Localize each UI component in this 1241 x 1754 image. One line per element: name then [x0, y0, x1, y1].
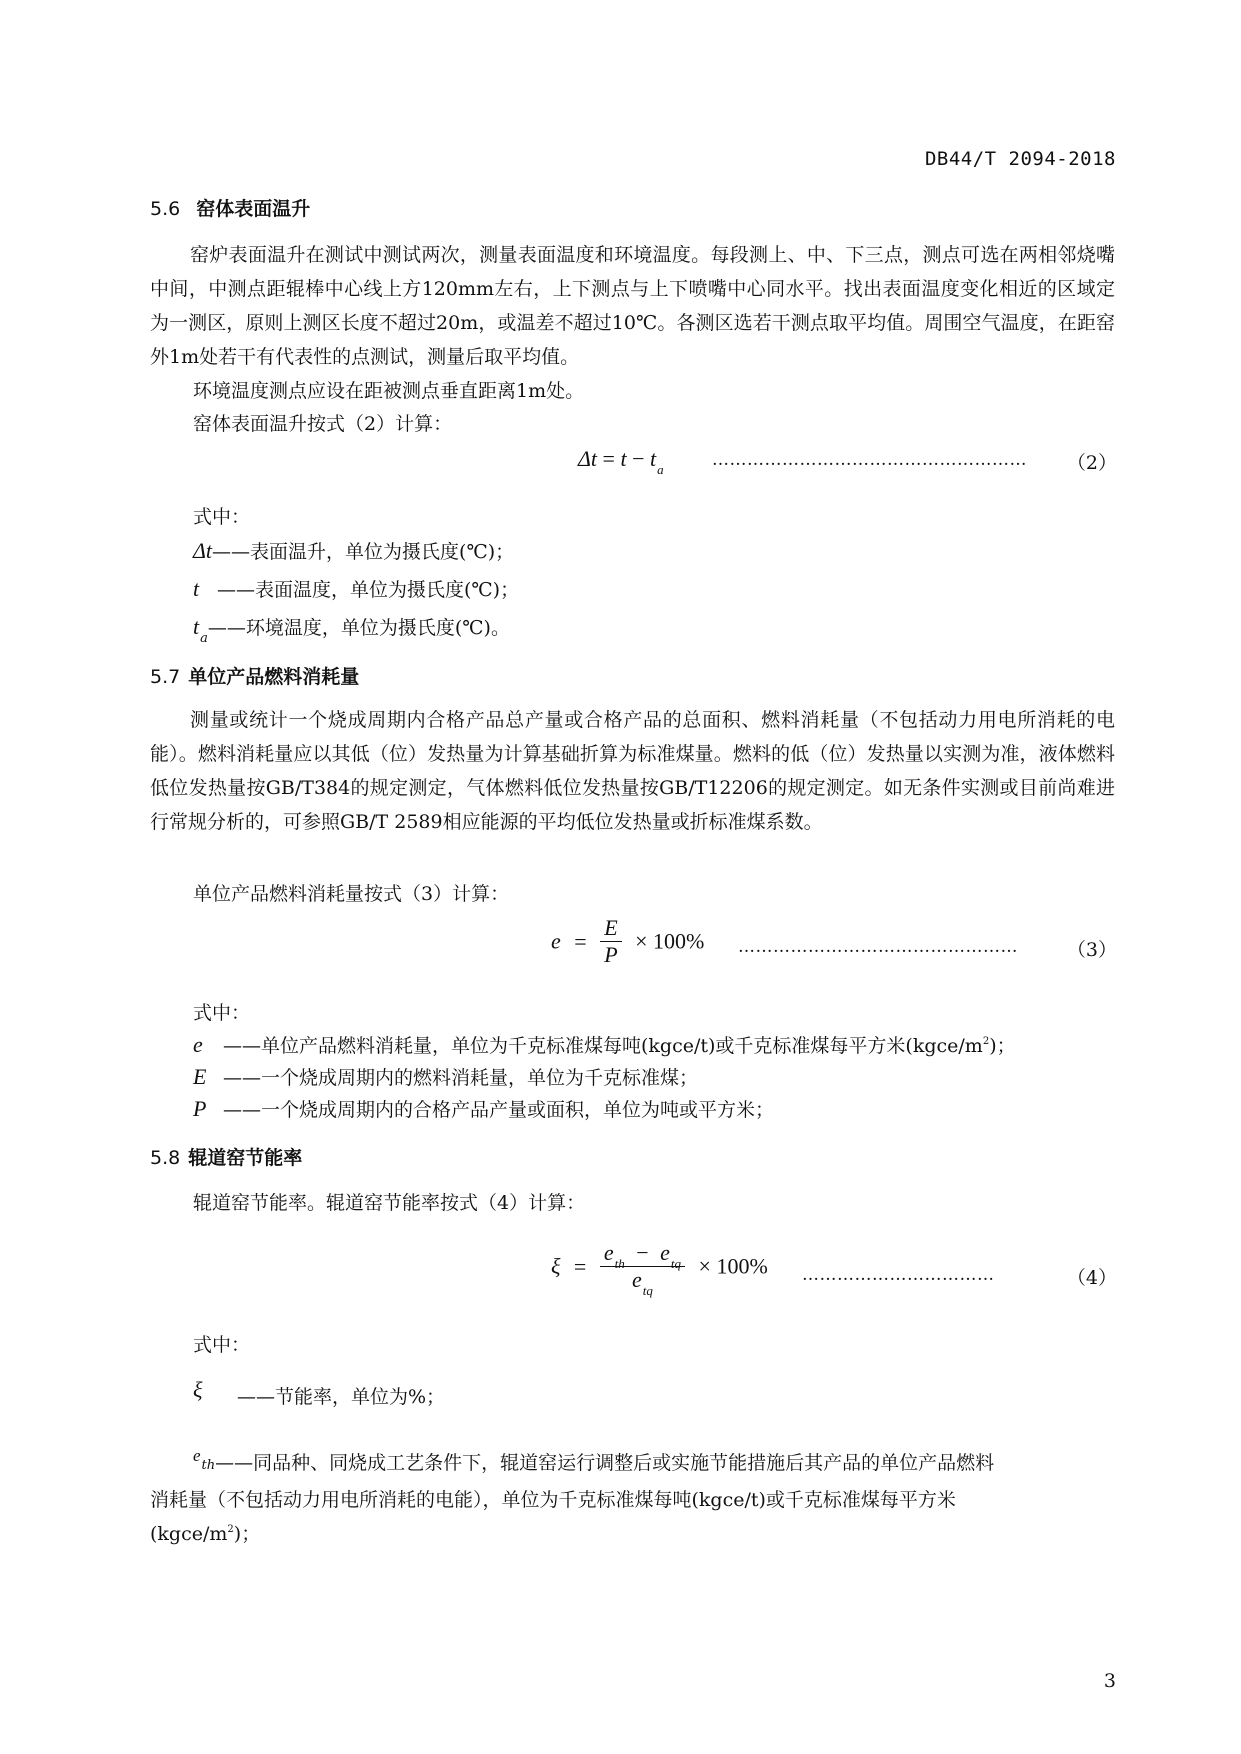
definition-continuation: [150, 1517, 260, 1555]
superscript: 2: [982, 1036, 990, 1047]
equals-sign: =: [574, 928, 587, 954]
symbol: e: [193, 1446, 201, 1465]
numerator: E: [604, 915, 618, 940]
formula-3: [551, 915, 704, 968]
section-5-8-heading: [150, 1143, 302, 1170]
paragraph: 单位产品燃料消耗量按式（3）计算：: [193, 883, 510, 905]
symbol: ξ: [193, 1377, 203, 1402]
paragraph: 辊道窑节能率。辊道窑节能率按式（4）计算：: [193, 1192, 586, 1214]
formula-var: e: [603, 1240, 614, 1265]
numerator: [600, 1240, 685, 1271]
equation-number: （2）: [1066, 452, 1117, 474]
section-title: 单位产品燃料消耗量: [188, 666, 360, 688]
minus-sign: −: [632, 446, 645, 471]
definition-text: ——单位产品燃料消耗量，单位为千克标准煤每吨(kgce/t)或千克标准煤每平方米(kgce/m: [223, 1035, 983, 1057]
symbol: e: [193, 1032, 203, 1057]
definition-text: ——表面温升，单位为摄氏度(℃)；: [212, 541, 515, 563]
formula-lhs: e: [551, 928, 561, 954]
paragraph: 窑体表面温升按式（2）计算：: [193, 413, 453, 435]
section-title: 窑体表面温升: [196, 198, 311, 220]
formula-var: t: [650, 446, 657, 471]
definition-text: ——一个烧成周期内的燃料消耗量，单位为千克标准煤；: [223, 1067, 699, 1089]
subscript: tq: [670, 1256, 682, 1271]
equals-sign: =: [573, 1253, 587, 1279]
leader-dots: ………………………………………………: [712, 450, 1027, 470]
equation-number: （4）: [1066, 1267, 1117, 1289]
formula-var: e: [632, 1267, 642, 1292]
symbol: Δt: [193, 538, 213, 563]
definition-text: ——环境温度，单位为摄氏度(℃)。: [207, 617, 510, 639]
definition-text: ——一个烧成周期内的合格产品产量或面积，单位为吨或平方米；: [223, 1099, 775, 1121]
definition: [193, 610, 510, 648]
subscript: tq: [642, 1283, 653, 1298]
definition-tail: )；: [233, 1523, 261, 1545]
definition-continuation: 消耗量（不包括动力用电所消耗的电能），单位为千克标准煤每吨(kgce/t)或千克标准煤每平方米: [150, 1489, 956, 1511]
superscript: 2: [227, 1524, 234, 1535]
minus-sign: −: [636, 1240, 649, 1265]
formula-4: [551, 1240, 768, 1298]
where-label: 式中：: [193, 506, 251, 528]
formula-2: [578, 446, 664, 477]
times-100-percent: × 100%: [635, 928, 705, 954]
formula-lhs: ξ: [551, 1253, 561, 1279]
leader-dots: ……………………………: [802, 1265, 995, 1285]
definition: [193, 572, 519, 607]
definition: [193, 534, 514, 569]
definition-text: (kgce/m: [150, 1523, 228, 1545]
definition: [193, 1060, 698, 1095]
fraction: [600, 915, 621, 968]
page-number: 3: [1103, 1670, 1116, 1692]
subscript: th: [614, 1256, 625, 1271]
fraction: [600, 1240, 685, 1298]
paragraph: 窑炉表面温升在测试中测试两次，测量表面温度和环境温度。每段测上、中、下三点，测点可选在两相邻烧嘴中间，中测点距辊棒中心线上方120mm左右，上下测点与上下喷嘴中心同水平。找出表面温度变化相近的区域定为一测区，原则上测区长度不超过20m，或温差不超过10℃。各测区选若干测点取平均值。周围空气温度，在距窑外1m处若干有代表性的点测试，测量后取平均值。: [150, 244, 1115, 368]
formula-var: t: [620, 446, 627, 471]
section-number: 5.7: [150, 666, 181, 688]
formula-lhs: Δt: [578, 446, 598, 471]
standard-code: DB44/T 2094-2018: [924, 148, 1116, 170]
where-label: 式中：: [193, 1002, 251, 1024]
definition-text: ——节能率，单位为%；: [237, 1386, 446, 1408]
definition-tail: )；: [989, 1035, 1016, 1057]
formula-var: e: [660, 1240, 670, 1265]
definition: [193, 1373, 445, 1408]
definition: [193, 1092, 774, 1127]
symbol: t: [193, 614, 200, 639]
times-100-percent: × 100%: [698, 1253, 768, 1279]
formula-subscript: a: [657, 462, 664, 477]
where-label: 式中：: [193, 1334, 251, 1356]
symbol: E: [193, 1064, 207, 1089]
section-5-7-heading: [150, 662, 359, 689]
section-number: 5.8: [150, 1147, 181, 1169]
section-number: 5.6: [150, 198, 181, 220]
paragraph: 环境温度测点应设在距被测点垂直距离1m处。: [193, 380, 585, 402]
paragraph: 测量或统计一个烧成周期内合格产品总产量或合格产品的总面积、燃料消耗量（不包括动力用电所消耗的电能）。燃料消耗量应以其低（位）发热量为计算基础折算为标准煤量。燃料的低（位）发热量以实测为准，液体燃料低位发热量按GB/T384的规定测定，气体燃料低位发热量按GB/T12206的规定测定。如无条件实测或目前尚难进行常规分析的，可参照GB/T 2589相应能源的平均低位发热量或折标准煤系数。: [150, 709, 1115, 833]
definition: [193, 1446, 994, 1483]
section-title: 辊道窑节能率: [188, 1147, 303, 1169]
symbol: t: [193, 576, 200, 601]
equals-sign: =: [602, 446, 615, 471]
definition-text: ——表面温度，单位为摄氏度(℃)；: [217, 579, 520, 601]
definition-text: ——同品种、同烧成工艺条件下，辊道窑运行调整后或实施节能措施后其产品的单位产品燃料: [215, 1452, 995, 1474]
symbol: P: [193, 1096, 207, 1121]
denominator: P: [604, 942, 618, 967]
subscript: a: [200, 631, 208, 646]
leader-dots: …………………………………………: [738, 937, 1018, 957]
subscript: th: [201, 1458, 216, 1473]
section-5-6-heading: [150, 194, 310, 221]
equation-number: （3）: [1066, 939, 1117, 961]
